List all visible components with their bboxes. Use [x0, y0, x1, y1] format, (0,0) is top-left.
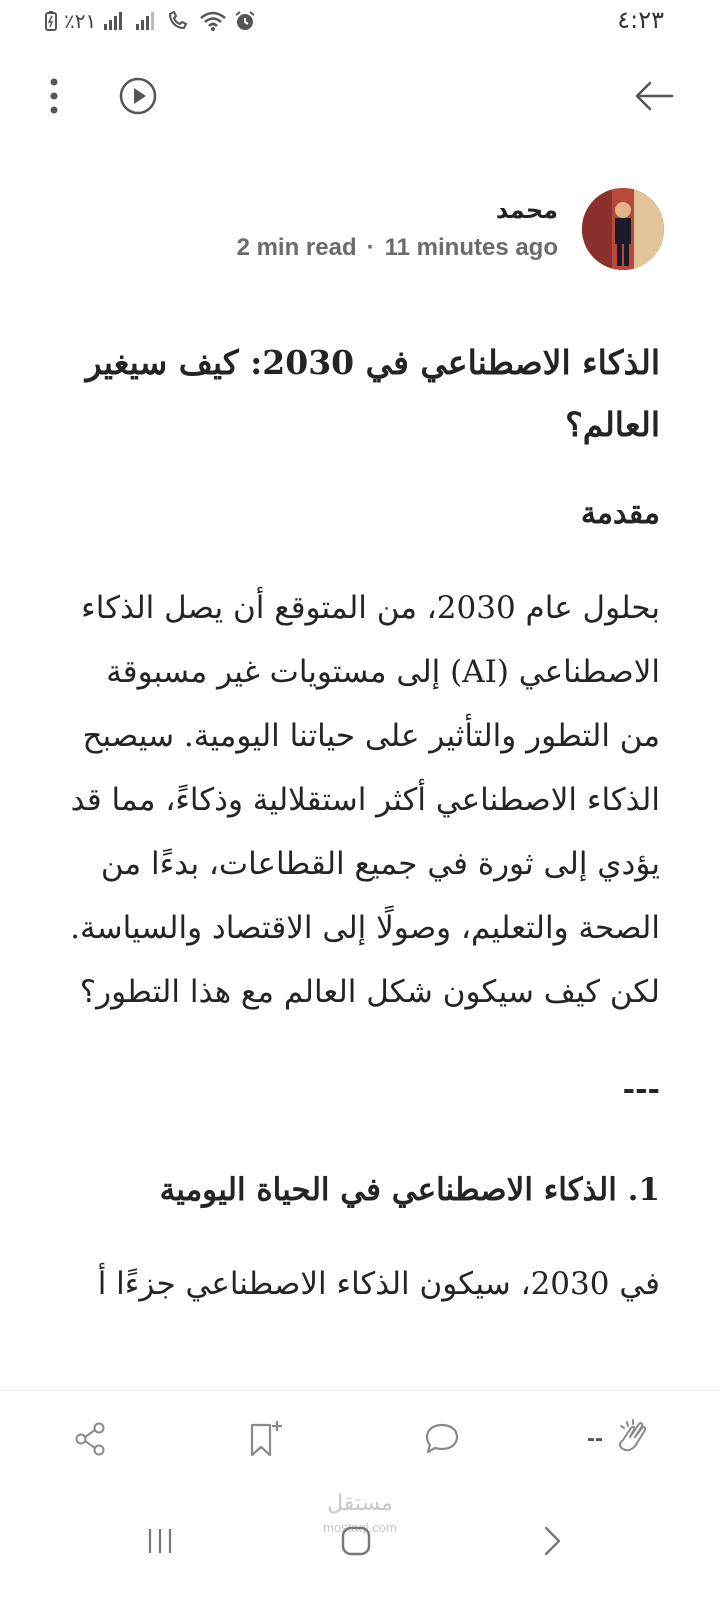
signal-icon [102, 8, 128, 34]
chevron-right-icon [540, 1524, 564, 1558]
status-icons [44, 8, 256, 34]
app-bar [0, 60, 720, 130]
share-icon [73, 1421, 107, 1457]
recent-apps-button[interactable] [130, 1516, 190, 1566]
status-bar [0, 0, 720, 46]
share-button[interactable] [70, 1415, 110, 1463]
status-time: ٤:٢٣ [617, 6, 664, 34]
article-title: الذكاء الاصطناعي في 2030: كيف سيغير العالم؟ [85, 343, 660, 444]
battery-percent: ٪٢١ [64, 9, 97, 33]
author-name[interactable]: محمد [495, 196, 558, 224]
bookmark-add-icon [246, 1419, 286, 1459]
watermark-arabic: مستقل [327, 1491, 393, 1516]
comment-button[interactable] [420, 1415, 464, 1463]
arrow-left-icon [632, 78, 676, 114]
intro-heading: مقدمة [580, 496, 660, 531]
play-circle-icon [118, 76, 158, 116]
meta-separator-dot: · [366, 234, 375, 261]
action-bar [0, 1390, 720, 1487]
comment-icon [423, 1421, 461, 1457]
more-menu-button[interactable] [36, 74, 72, 118]
wifi-icon [198, 8, 228, 34]
article-meta [237, 234, 558, 262]
battery-icon [44, 8, 58, 34]
clap-button[interactable] [580, 1415, 660, 1463]
read-time: 2 min read [236, 234, 357, 261]
more-vertical-icon [36, 74, 72, 118]
home-button[interactable] [326, 1516, 386, 1566]
avatar-image [582, 188, 664, 270]
signal-2-icon [134, 8, 160, 34]
alarm-icon [234, 8, 256, 34]
listen-button[interactable] [118, 76, 158, 116]
wifi-call-icon [166, 8, 192, 34]
author-block [104, 188, 664, 278]
clap-count: -- [587, 1425, 603, 1452]
back-button[interactable] [632, 78, 676, 114]
bookmark-button[interactable] [244, 1415, 288, 1463]
section-1-heading: 1. الذكاء الاصطناعي في الحياة اليومية [159, 1172, 660, 1208]
system-back-button[interactable] [522, 1516, 582, 1566]
separator: --- [622, 1072, 660, 1107]
article-body [60, 332, 660, 1356]
system-nav-bar [0, 1486, 720, 1600]
avatar[interactable] [582, 188, 664, 270]
clap-icon [613, 1418, 653, 1460]
intro-paragraph: بحلول عام 2030، من المتوقع أن يصل الذكاء الاصطناعي (AI) إلى مستويات غير مسبوقة من التطور والتأثير على حياتنا اليومية. سيصبح الذكاء الاصطناعي أكثر استقلالية وذكاءً، مما قد يؤدي إلى ثورة في جميع القطاعات، بدءًا من الصحة والتعليم، وصولًا إلى الاقتصاد والسياسة. لكن كيف سيكون شكل العالم مع هذا التطور؟ [70, 590, 660, 1010]
home-icon [340, 1525, 372, 1557]
watermark-latin: mostaql.com [323, 1520, 397, 1535]
recents-icon [145, 1526, 175, 1556]
section-1-paragraph: في 2030، سيكون الذكاء الاصطناعي جزءًا أ [97, 1266, 660, 1302]
posted-time: 11 minutes ago [384, 234, 558, 261]
